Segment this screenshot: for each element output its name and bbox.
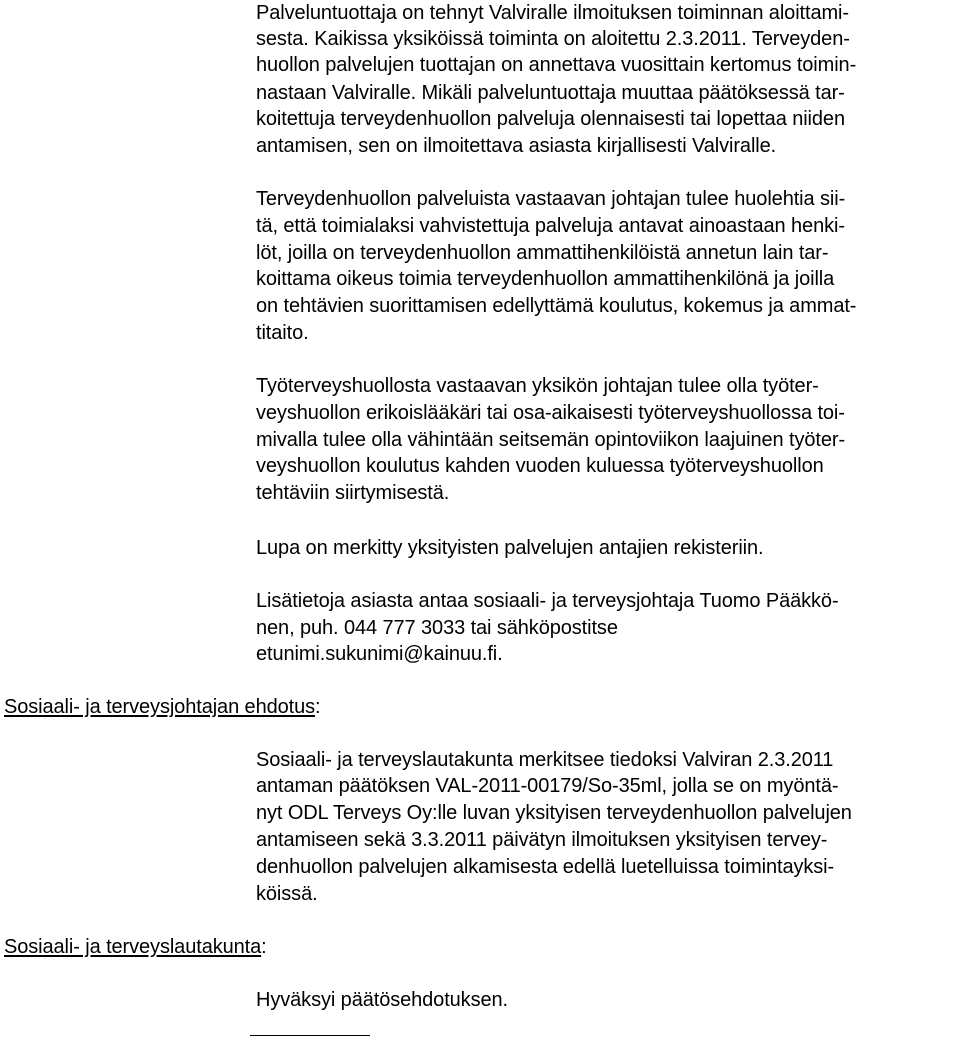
text-line: Palveluntuottaja on tehnyt Valviralle ilmoituksen toiminnan aloittami- [256, 2, 849, 24]
signature-rule [250, 1035, 370, 1036]
text-line: köissä. [256, 883, 318, 905]
text-line: antamisen, sen on ilmoitettava asiasta kirjallisesti Valviralle. [256, 135, 777, 157]
text-line: Lisätietoja asiasta antaa sosiaali- ja terveysjohtaja Tuomo Pääkkö- [256, 590, 839, 612]
text-line: koitettuja terveydenhuollon palveluja olennaisesti tai lopettaa niiden [256, 108, 845, 130]
text-line: denhuollon palvelujen alkamisesta edellä luetelluissa toimintayksi- [256, 856, 835, 878]
text-line: veyshuollon erikoislääkäri tai osa-aikaisesti työterveyshuollossa toi- [256, 402, 845, 424]
text-line: tä, että toimialaksi vahvistettuja palveluja antavat ainoastaan henki- [256, 215, 845, 237]
text-line: titaito. [256, 322, 309, 344]
text-line: nen, puh. 044 777 3033 tai sähköpostitse [256, 617, 618, 639]
text-line: Lupa on merkitty yksityisten palvelujen antajien rekisteriin. [256, 537, 764, 559]
text-line: mivalla tulee olla vähintään seitsemän opintoviikon laajuinen työter- [256, 429, 845, 451]
text-line: Sosiaali- ja terveyslautakunta merkitsee tiedoksi Valviran 2.3.2011 [256, 749, 834, 771]
text-line: nyt ODL Terveys Oy:lle luvan yksityisen terveydenhuollon palvelujen [256, 802, 852, 824]
proposal-label-colon: : [315, 696, 321, 718]
proposal-label [4, 694, 321, 720]
text-line: antamiseen sekä 3.3.2011 päivätyn ilmoituksen yksityisen tervey- [256, 829, 828, 851]
board-label-text: Sosiaali- ja terveyslautakunta [4, 936, 262, 958]
text-line: Terveydenhuollon palveluista vastaavan johtajan tulee huolehtia sii- [256, 188, 846, 210]
text-line: tehtäviin siirtymisestä. [256, 482, 450, 504]
text-line: etunimi.sukunimi@kainuu.fi. [256, 643, 503, 665]
text-line: veyshuollon koulutus kahden vuoden kuluessa työterveyshuollon [256, 455, 824, 477]
text-line: huollon palvelujen tuottajan on annettava vuosittain kertomus toimin- [256, 54, 857, 76]
text-line: sesta. Kaikissa yksiköissä toiminta on aloitettu 2.3.2011. Terveyden- [256, 28, 850, 50]
proposal-label-text: Sosiaali- ja terveysjohtajan ehdotus [4, 696, 316, 718]
board-decision: Hyväksyi päätösehdotuksen. [256, 989, 508, 1011]
text-line: koittama oikeus toimia terveydenhuollon ammattihenkilönä ja joilla [256, 268, 835, 290]
text-line: Työterveyshuollosta vastaavan yksikön johtajan tulee olla työter- [256, 375, 819, 397]
text-line: on tehtävien suorittamisen edellyttämä koulutus, kokemus ja ammat- [256, 295, 857, 317]
board-label [4, 934, 267, 960]
text-line: antaman päätöksen VAL-2011-00179/So-35ml, jolla se on myöntä- [256, 775, 839, 797]
text-line: nastaan Valviralle. Mikäli palveluntuottaja muuttaa päätöksessä tar- [256, 82, 845, 104]
board-label-colon: : [261, 936, 267, 958]
text-line: löt, joilla on terveydenhuollon ammattihenkilöistä annetun lain tar- [256, 242, 829, 264]
